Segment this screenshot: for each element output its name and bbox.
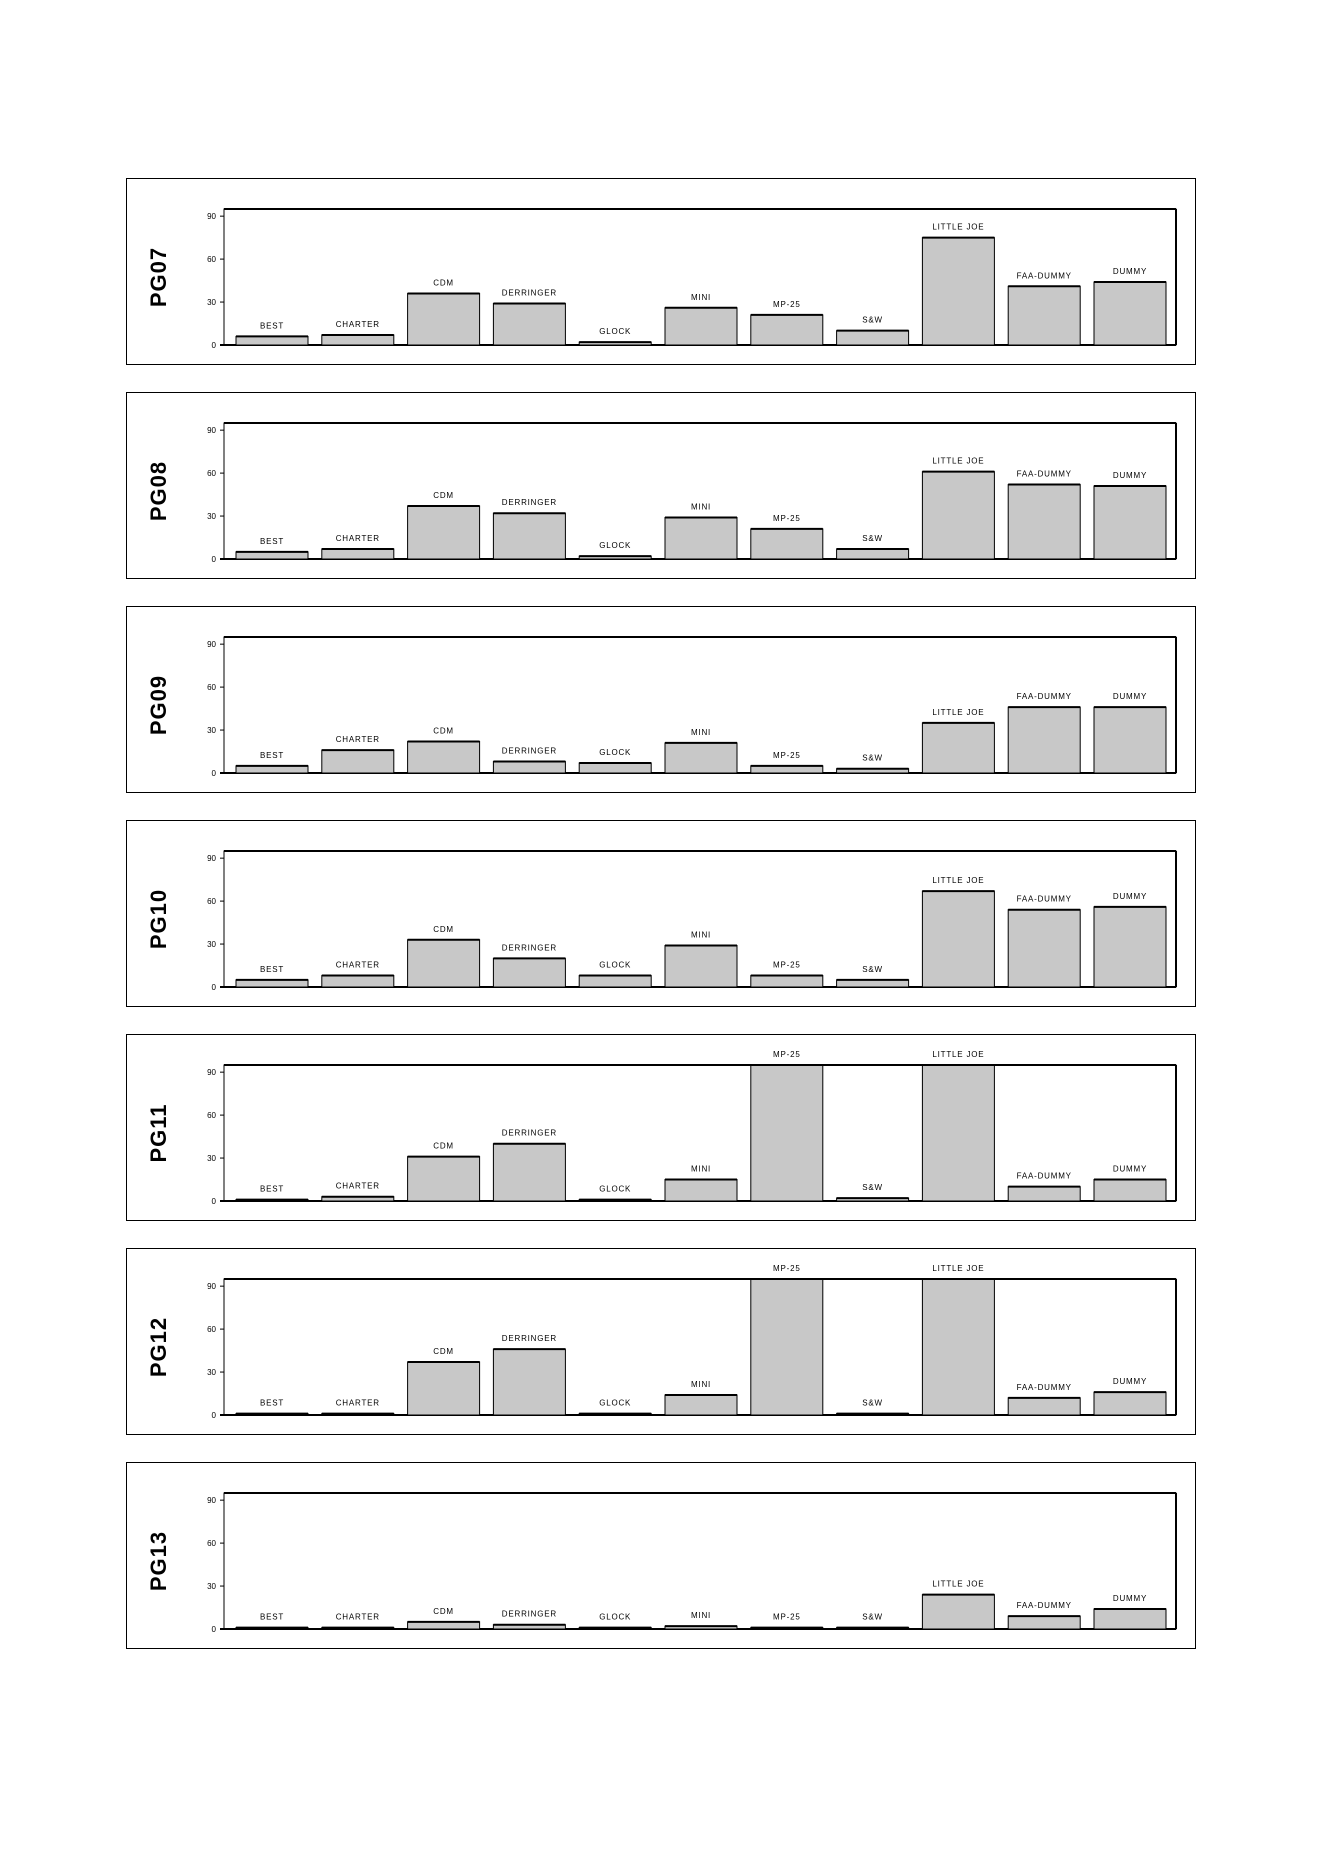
bar	[493, 1144, 565, 1201]
bar-category-label: DERRINGER	[501, 746, 558, 756]
bar-category-label: DERRINGER	[501, 1128, 558, 1138]
y-tick-label: 90	[207, 854, 216, 864]
bar	[236, 336, 308, 345]
bar-category-label: CDM	[433, 1606, 454, 1616]
y-tick-label: 30	[207, 1154, 216, 1164]
bar	[922, 723, 994, 773]
bar	[665, 517, 737, 559]
bar	[922, 238, 994, 345]
y-tick-label: 60	[207, 897, 216, 907]
bar	[408, 506, 480, 559]
bar-chart-pg13	[127, 1463, 1195, 1648]
bar	[922, 1065, 994, 1201]
bar-category-label: FAA-DUMMY	[1016, 894, 1072, 904]
bar-category-label: MP-25	[773, 960, 801, 970]
chart-panel-pg10	[126, 820, 1196, 1007]
bar-category-label: MINI	[690, 930, 712, 940]
bar-category-label: S&W	[862, 964, 883, 974]
bar-category-label: BEST	[259, 750, 285, 760]
bar-category-label: GLOCK	[599, 1184, 632, 1194]
bar	[751, 976, 823, 987]
bar	[837, 331, 909, 345]
bar-category-label: DUMMY	[1112, 1377, 1148, 1387]
chart-panel-pg07	[126, 178, 1196, 365]
bar	[1008, 485, 1080, 559]
y-tick-label: 30	[207, 298, 216, 308]
bar-category-label: BEST	[259, 1184, 285, 1194]
bar	[493, 762, 565, 773]
panel-label: PG10	[146, 888, 171, 950]
bar	[1008, 286, 1080, 345]
bar-category-label: DERRINGER	[501, 1609, 558, 1619]
bar-category-label: CDM	[433, 924, 454, 934]
bar	[322, 335, 394, 345]
bar-category-label: DUMMY	[1112, 470, 1148, 480]
bar-category-label: MINI	[690, 502, 712, 512]
bar-category-label: CDM	[433, 278, 454, 288]
bar-category-label: FAA-DUMMY	[1016, 692, 1072, 702]
bar-category-label: CHARTER	[335, 1398, 380, 1408]
bar	[408, 1622, 480, 1629]
bar	[751, 529, 823, 559]
bar-category-label: LITTLE JOE	[932, 1050, 985, 1059]
y-tick-label: 0	[211, 983, 216, 992]
bar-category-label: CDM	[433, 1347, 454, 1357]
panel-label: PG08	[146, 460, 171, 522]
bar-category-label: MINI	[690, 1379, 712, 1389]
bar-category-label: GLOCK	[599, 541, 632, 551]
panel-label: PG11	[146, 1103, 171, 1163]
bar	[665, 308, 737, 345]
bar	[1008, 910, 1080, 987]
bar-category-label: CDM	[433, 1141, 454, 1151]
bar-category-label: MP-25	[773, 513, 801, 523]
bar	[665, 945, 737, 987]
bar-category-label: LITTLE JOE	[932, 1579, 985, 1589]
bar-category-label: LITTLE JOE	[932, 456, 985, 466]
bar-category-label: FAA-DUMMY	[1016, 1382, 1072, 1392]
chart-panel-pg12	[126, 1248, 1196, 1435]
bar	[665, 743, 737, 773]
bar	[1008, 1187, 1080, 1201]
bar-category-label: FAA-DUMMY	[1016, 271, 1072, 281]
bar-category-label: S&W	[862, 533, 883, 543]
bar	[579, 976, 651, 987]
bar-category-label: FAA-DUMMY	[1016, 1171, 1072, 1181]
bar-category-label: MP-25	[773, 1050, 801, 1059]
bar	[493, 513, 565, 559]
bar-category-label: FAA-DUMMY	[1016, 469, 1072, 479]
bar-category-label: DERRINGER	[501, 1334, 558, 1344]
bar	[1094, 282, 1166, 345]
bar-category-label: DUMMY	[1112, 1164, 1148, 1174]
y-tick-label: 60	[207, 1539, 216, 1549]
bar-category-label: S&W	[862, 1183, 883, 1193]
bar	[579, 763, 651, 773]
bar	[408, 1157, 480, 1201]
y-tick-label: 30	[207, 1368, 216, 1378]
y-tick-label: 0	[211, 1197, 216, 1206]
y-tick-label: 60	[207, 683, 216, 693]
bar	[922, 1279, 994, 1415]
bar-category-label: S&W	[862, 1612, 883, 1622]
bar-chart-pg11	[127, 1035, 1195, 1220]
panel-label: PG13	[146, 1530, 171, 1592]
bar	[1008, 707, 1080, 773]
bar-category-label: BEST	[259, 321, 285, 331]
bar	[408, 1362, 480, 1415]
bar-category-label: CDM	[433, 491, 454, 501]
chart-panel-pg09	[126, 606, 1196, 793]
bar-category-label: LITTLE JOE	[932, 707, 985, 717]
chart-panel-pg11	[126, 1034, 1196, 1221]
bar	[665, 1395, 737, 1415]
bar	[408, 940, 480, 987]
panel-label: PG07	[146, 246, 171, 308]
bar	[236, 980, 308, 987]
bar-category-label: MINI	[690, 727, 712, 737]
bar-chart-pg07	[127, 179, 1195, 364]
bar-category-label: DERRINGER	[501, 498, 558, 508]
bar-category-label: MP-25	[773, 299, 801, 309]
y-tick-label: 0	[211, 769, 216, 778]
bar	[751, 766, 823, 773]
bar	[1094, 1609, 1166, 1629]
bar	[1094, 486, 1166, 559]
bar	[751, 1065, 823, 1201]
bar	[1094, 1180, 1166, 1201]
bar-chart-pg09	[127, 607, 1195, 792]
y-tick-label: 30	[207, 940, 216, 950]
bar-category-label: FAA-DUMMY	[1016, 1601, 1072, 1611]
bar-category-label: MP-25	[773, 1612, 801, 1622]
y-tick-label: 60	[207, 1111, 216, 1121]
bar	[1008, 1616, 1080, 1629]
bar-category-label: LITTLE JOE	[932, 1264, 985, 1273]
bar-chart-pg08	[127, 393, 1195, 578]
y-tick-label: 90	[207, 1496, 216, 1506]
bar	[408, 742, 480, 773]
bar-category-label: MINI	[690, 292, 712, 302]
chart-panel-pg08	[126, 392, 1196, 579]
y-tick-label: 60	[207, 1325, 216, 1335]
bar-category-label: CHARTER	[335, 735, 380, 745]
y-tick-label: 60	[207, 469, 216, 479]
bar-category-label: MP-25	[773, 750, 801, 760]
bar	[837, 549, 909, 559]
y-tick-label: 30	[207, 726, 216, 736]
bar-category-label: CHARTER	[335, 1181, 380, 1191]
bar	[1094, 907, 1166, 987]
bar-chart-pg10	[127, 821, 1195, 1006]
bar-category-label: GLOCK	[599, 327, 632, 337]
y-tick-label: 90	[207, 1282, 216, 1292]
bar	[236, 552, 308, 559]
y-tick-label: 30	[207, 1582, 216, 1592]
bar-category-label: BEST	[259, 536, 285, 546]
bar-category-label: MP-25	[773, 1264, 801, 1273]
chart-panel-pg13	[126, 1462, 1196, 1649]
bar	[1094, 1392, 1166, 1415]
bar	[837, 980, 909, 987]
bar-category-label: LITTLE JOE	[932, 222, 985, 232]
y-tick-label: 0	[211, 555, 216, 564]
bar	[236, 766, 308, 773]
bar-category-label: S&W	[862, 315, 883, 325]
bar-category-label: LITTLE JOE	[932, 876, 985, 886]
y-tick-label: 0	[211, 341, 216, 350]
bar	[1094, 707, 1166, 773]
bar	[322, 976, 394, 987]
y-tick-label: 30	[207, 512, 216, 522]
y-tick-label: 90	[207, 1068, 216, 1078]
bar-category-label: CHARTER	[335, 1612, 380, 1622]
bar	[751, 1279, 823, 1415]
bar-category-label: BEST	[259, 1398, 285, 1408]
bar	[1008, 1398, 1080, 1415]
bar-category-label: DUMMY	[1112, 891, 1148, 901]
bar-category-label: CHARTER	[335, 319, 380, 329]
bar-category-label: MINI	[690, 1164, 712, 1174]
y-tick-label: 90	[207, 640, 216, 650]
bar	[322, 549, 394, 559]
bar	[922, 472, 994, 559]
bar-category-label: BEST	[259, 964, 285, 974]
bar-category-label: CHARTER	[335, 960, 380, 970]
bar-category-label: S&W	[862, 753, 883, 763]
bar-category-label: GLOCK	[599, 960, 632, 970]
bar	[493, 1349, 565, 1415]
bar-category-label: GLOCK	[599, 1398, 632, 1408]
bar	[322, 750, 394, 773]
bar-category-label: GLOCK	[599, 1612, 632, 1622]
bar	[493, 958, 565, 987]
bar-category-label: MINI	[690, 1611, 712, 1621]
bar-category-label: CDM	[433, 726, 454, 736]
y-tick-label: 90	[207, 426, 216, 436]
bar	[665, 1180, 737, 1201]
bar-category-label: CHARTER	[335, 533, 380, 543]
bar	[922, 1595, 994, 1629]
bar	[922, 891, 994, 987]
bar-category-label: DERRINGER	[501, 943, 558, 953]
y-tick-label: 90	[207, 212, 216, 222]
bar-category-label: BEST	[259, 1612, 285, 1622]
bar	[751, 315, 823, 345]
y-tick-label: 0	[211, 1411, 216, 1420]
bar-category-label: S&W	[862, 1398, 883, 1408]
bar-category-label: DUMMY	[1112, 1593, 1148, 1603]
bar-category-label: DUMMY	[1112, 692, 1148, 702]
y-tick-label: 0	[211, 1625, 216, 1634]
bar	[493, 303, 565, 345]
bar-category-label: DUMMY	[1112, 267, 1148, 277]
bar-chart-pg12	[127, 1249, 1195, 1434]
panel-label: PG09	[146, 674, 171, 736]
panel-label: PG12	[146, 1316, 171, 1378]
bar-category-label: GLOCK	[599, 747, 632, 757]
y-tick-label: 60	[207, 255, 216, 265]
bar-category-label: DERRINGER	[501, 288, 558, 298]
bar	[408, 293, 480, 345]
